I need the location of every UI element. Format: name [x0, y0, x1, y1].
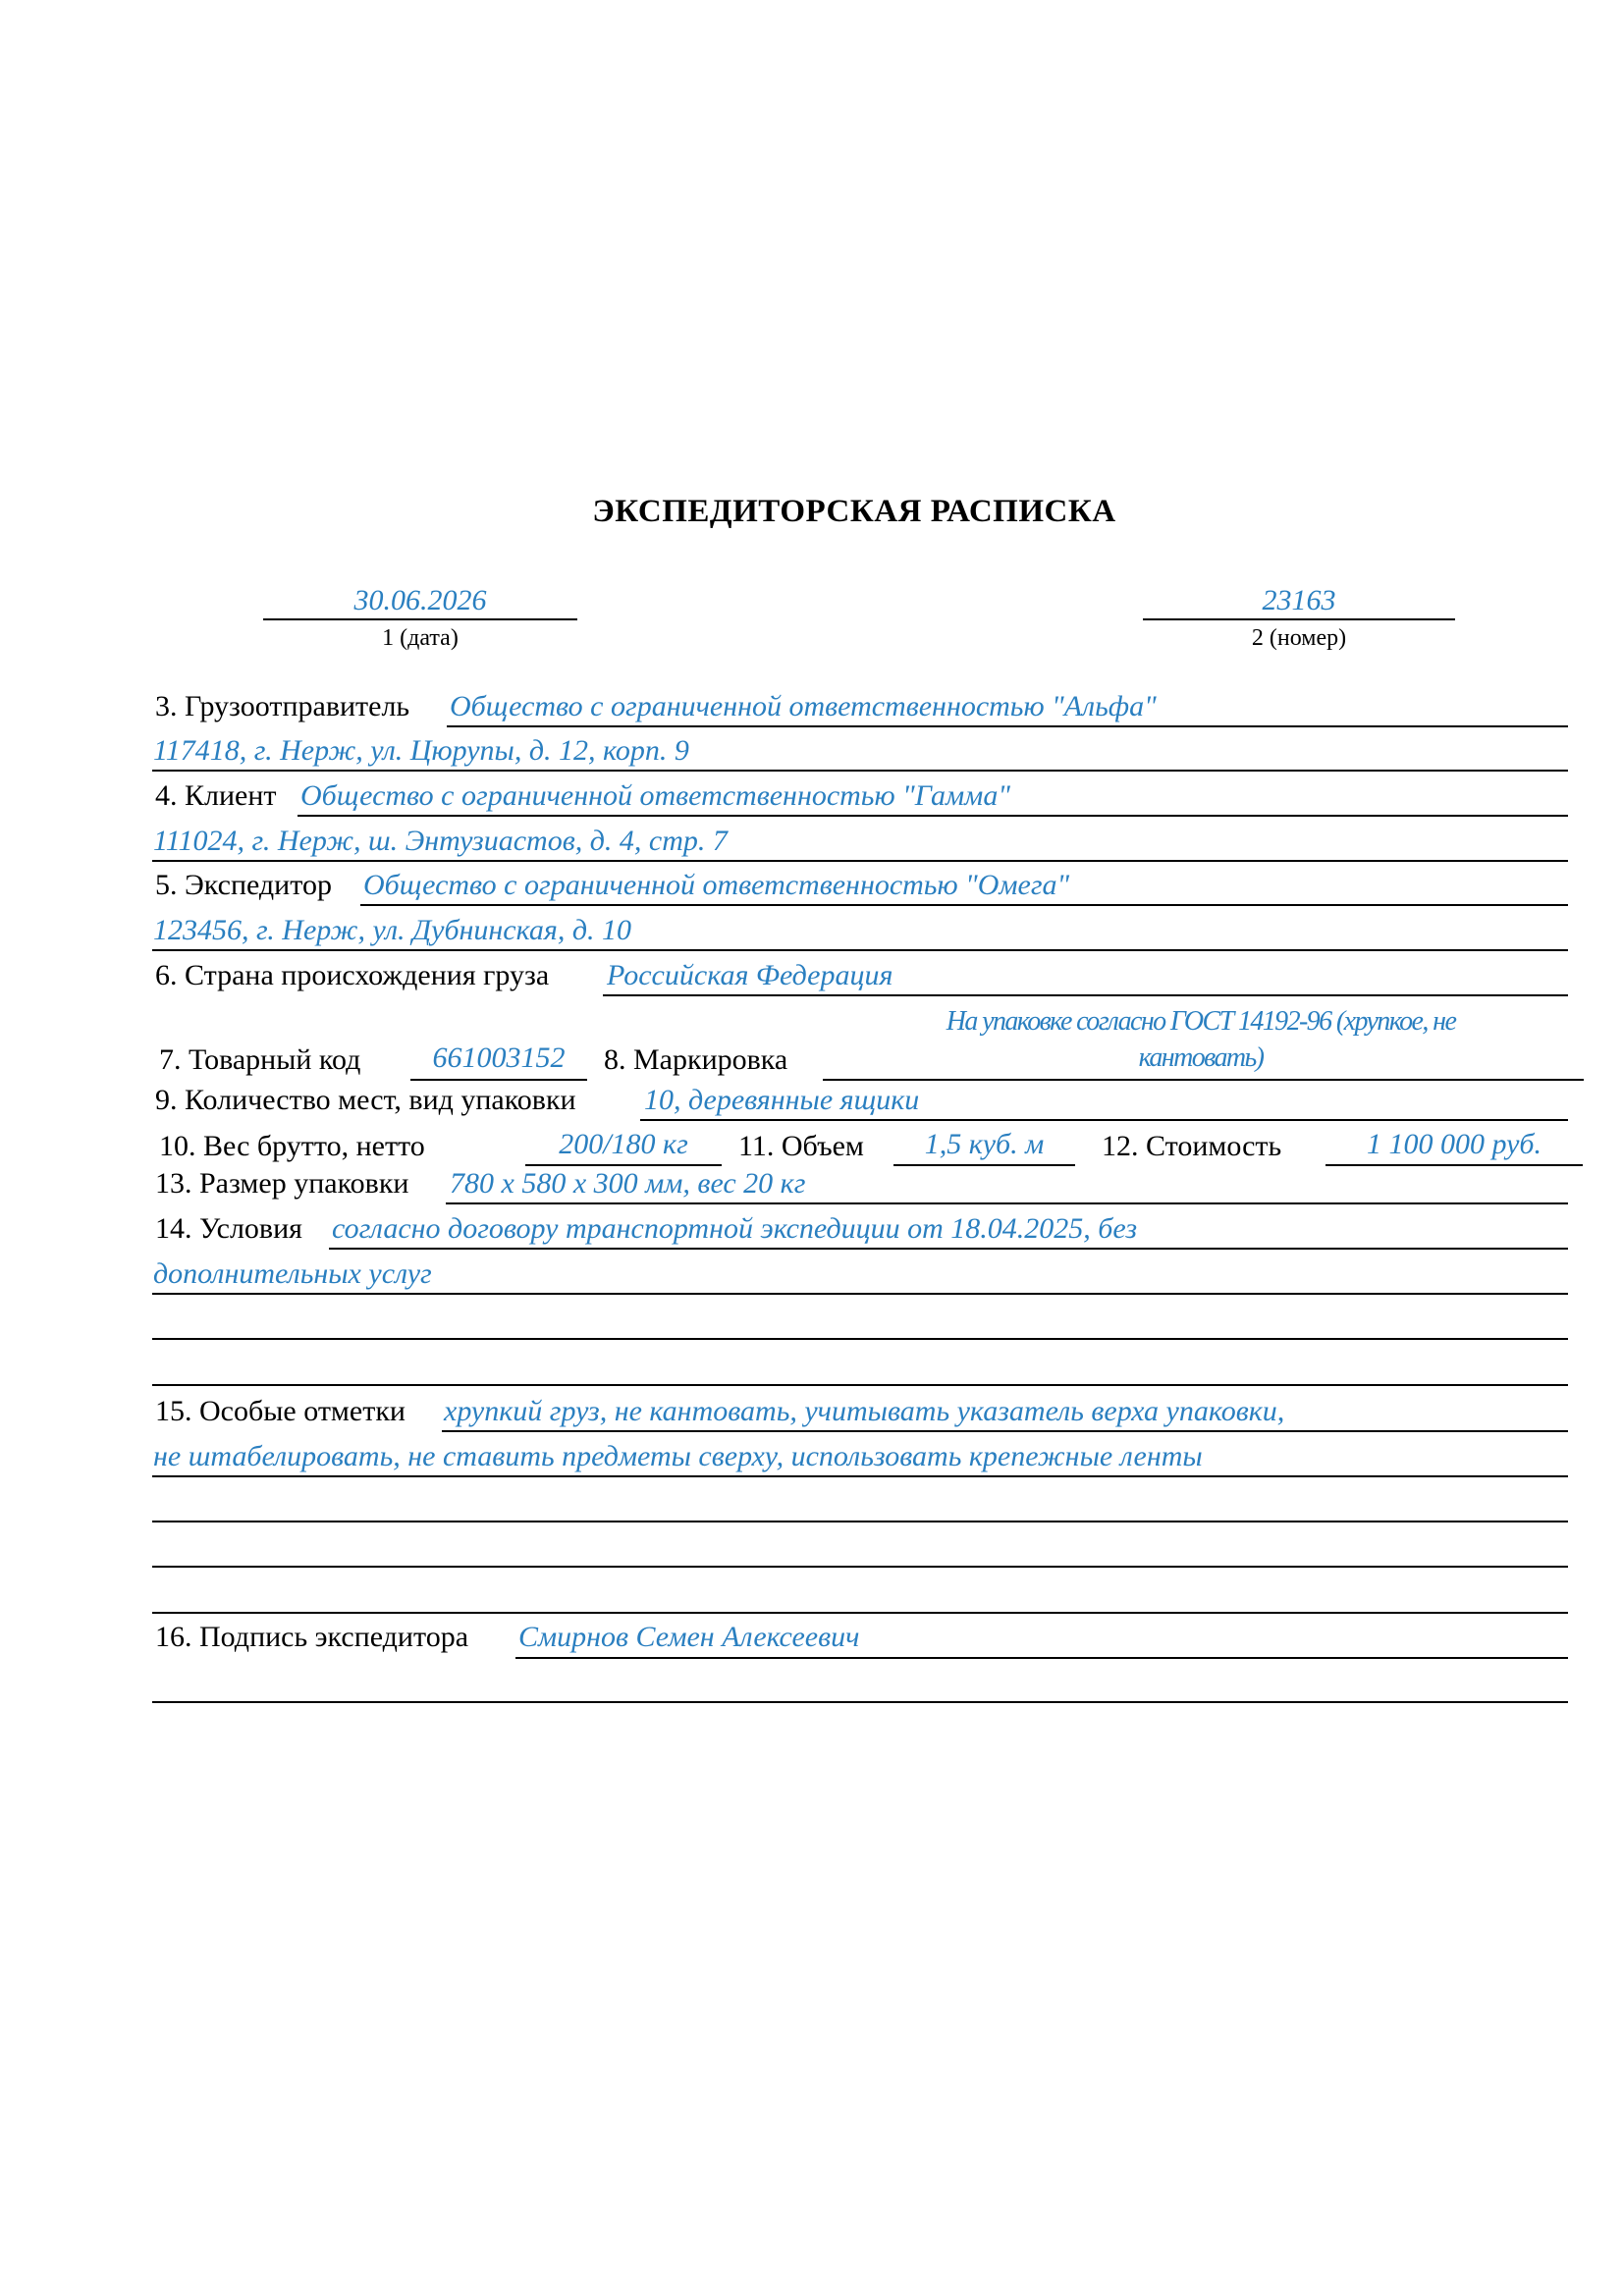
client-address-line [152, 860, 1568, 862]
notes-label: 15. Особые отметки [155, 1395, 406, 1427]
marking-value-line2[interactable]: кантовать) [1138, 1042, 1264, 1073]
places-line [640, 1119, 1568, 1121]
shipper-label: 3. Грузоотправитель [155, 690, 410, 722]
volume-value[interactable]: 1,5 куб. м [924, 1128, 1045, 1160]
shipper-name-line [447, 725, 1568, 727]
cost-value[interactable]: 1 100 000 руб. [1366, 1128, 1542, 1160]
signature-extra-line [152, 1701, 1568, 1703]
marking-label: 8. Маркировка [604, 1043, 788, 1076]
signature-label: 16. Подпись экспедитора [155, 1621, 469, 1653]
document-title: ЭКСПЕДИТОРСКАЯ РАСПИСКА [592, 494, 1116, 529]
terms-label: 14. Условия [155, 1212, 302, 1245]
date-line [263, 618, 577, 620]
code-value[interactable]: 661003152 [432, 1041, 566, 1074]
notes-line4-rule [152, 1566, 1568, 1568]
volume-label: 11. Объем [738, 1130, 864, 1162]
number-line [1143, 618, 1455, 620]
forwarder-label: 5. Экспедитор [155, 869, 332, 901]
forwarder-name[interactable]: Общество с ограниченной ответственностью "Омега" [363, 869, 1070, 901]
date-value[interactable]: 30.06.2026 [353, 584, 487, 616]
size-label: 13. Размер упаковки [155, 1167, 409, 1200]
notes-line3-rule [152, 1521, 1568, 1522]
weight-line [525, 1164, 722, 1166]
terms-line1-rule [329, 1248, 1568, 1250]
size-value[interactable]: 780 х 580 х 300 мм, вес 20 кг [450, 1167, 806, 1200]
code-line [410, 1079, 587, 1081]
number-caption: 2 (номер) [1251, 625, 1347, 651]
notes-line5-rule [152, 1612, 1568, 1614]
origin-value[interactable]: Российская Федерация [607, 959, 893, 991]
cost-line [1325, 1164, 1583, 1166]
notes-line2-rule [152, 1475, 1568, 1477]
terms-line3-rule [152, 1338, 1568, 1340]
terms-line4-rule [152, 1384, 1568, 1386]
notes-line1[interactable]: хрупкий груз, не кантовать, учитывать указатель верха упаковки, [444, 1395, 1285, 1427]
marking-value-line1[interactable]: На упаковке согласно ГОСТ 14192-96 (хрупкое, не [946, 1006, 1456, 1037]
signature-line [515, 1657, 1568, 1659]
client-label: 4. Клиент [155, 779, 277, 812]
signature-value[interactable]: Смирнов Семен Алексеевич [518, 1621, 860, 1653]
client-name[interactable]: Общество с ограниченной ответственностью "Гамма" [300, 779, 1010, 812]
forwarder-address[interactable]: 123456, г. Нерж, ул. Дубнинская, д. 10 [153, 914, 632, 946]
forwarder-address-line [152, 949, 1568, 951]
terms-line1[interactable]: согласно договору транспортной экспедиции от 18.04.2025, без [332, 1212, 1138, 1245]
terms-line2-rule [152, 1293, 1568, 1295]
cost-label: 12. Стоимость [1102, 1130, 1282, 1162]
shipper-address[interactable]: 117418, г. Нерж, ул. Цюрупы, д. 12, корп. 9 [153, 734, 689, 767]
terms-line2[interactable]: дополнительных услуг [153, 1257, 432, 1290]
volume-line [893, 1164, 1075, 1166]
date-caption: 1 (дата) [382, 625, 459, 651]
notes-line1-rule [442, 1430, 1568, 1432]
client-address[interactable]: 111024, г. Нерж, ш. Энтузиастов, д. 4, стр. 7 [153, 825, 728, 857]
shipper-address-line [152, 770, 1568, 772]
notes-line2[interactable]: не штабелировать, не ставить предметы сверху, использовать крепежные ленты [153, 1440, 1203, 1472]
shipper-name[interactable]: Общество с ограниченной ответственностью "Альфа" [450, 690, 1157, 722]
places-value[interactable]: 10, деревянные ящики [644, 1084, 920, 1116]
places-label: 9. Количество мест, вид упаковки [155, 1084, 576, 1116]
origin-line [603, 994, 1568, 996]
forwarder-name-line [360, 904, 1568, 906]
client-name-line [298, 815, 1568, 817]
weight-value[interactable]: 200/180 кг [559, 1128, 688, 1160]
weight-label: 10. Вес брутто, нетто [159, 1130, 425, 1162]
size-line [446, 1202, 1568, 1204]
code-label: 7. Товарный код [159, 1043, 361, 1076]
marking-line [823, 1079, 1584, 1081]
origin-label: 6. Страна происхождения груза [155, 959, 550, 991]
number-value[interactable]: 23163 [1262, 584, 1336, 616]
